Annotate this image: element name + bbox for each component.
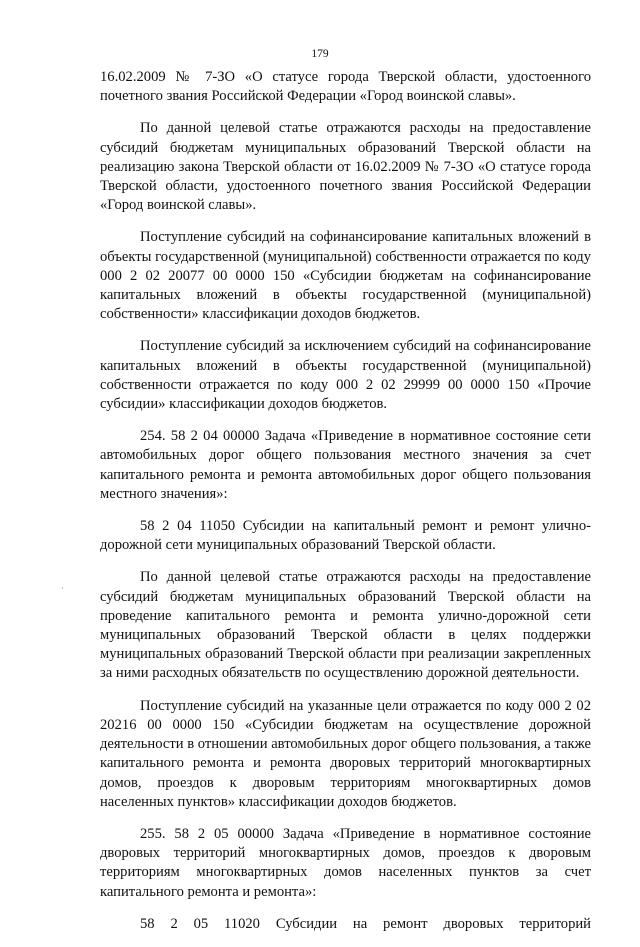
paragraph-task-255: 255. 58 2 05 00000 Задача «Приведение в нормативное состояние дворовых территорий многоквартирных домов, проездов к дворовым территориям многоквартирных домов населенных пунктов за счет капитального ремонта и ремонта»: xyxy=(100,825,591,900)
paragraph-article-58-2-05-11020: 58 2 05 11020 Субсидии на ремонт дворовых территорий xyxy=(140,915,591,932)
paragraph-road-subsidies-code: Поступление субсидий на указанные цели отражается по коду 000 2 02 20216 00 0000 150 «Субсидии бюджетам на осуществление дорожной деятельности в отношении автомобильных дорог общего пользования, а также капитального ремонта и ремонта дворовых территорий многоквартирных домов, проездов к дворовым территориям многоквартирных домов населенных пунктов» классификации доходов бюджетов. xyxy=(100,697,591,810)
paragraph-road-expenses-description: По данной целевой статье отражаются расходы на предоставление субсидий бюджетам муниципальных образований Тверской области на проведение капитального ремонта и ремонта улично-дорожной сети муниципальных образований Тверской области в целях поддержки муниципальных образований Тверской области при реализации закрепленных за ними расходных обязательств по осуществлению дорожной деятельности. xyxy=(100,569,591,682)
scan-speck: · xyxy=(61,584,64,593)
paragraph-capital-investment-code: Поступление субсидий на софинансирование капитальных вложений в объекты государственной (муниципальной) собственности отражается по коду 000 2 02 20077 00 0000 150 «Субсидии бюджетам на софинансирование капитальных вложений в объекты государственной (муниципальной) собственности» классификации доходов бюджетов. xyxy=(100,229,591,323)
paragraph-other-subsidies-code: Поступление субсидий за исключением субсидий на софинансирование капитальных вложений в объекты государственной (муниципальной) собственности отражается по коду 000 2 02 29999 00 0000 150 «Прочие субсидии» классификации доходов бюджетов. xyxy=(100,338,591,413)
paragraph-law-reference: 16.02.2009 № 7-ЗО «О статусе города Тверской области, удостоенного почетного звания Российской Федерации «Город воинской славы». xyxy=(100,69,591,105)
page-number: 179 xyxy=(311,48,329,60)
paragraph-expenses-description: По данной целевой статье отражаются расходы на предоставление субсидий бюджетам муниципальных образований Тверской области на реализацию закона Тверской области от 16.02.2009 № 7-ЗО «О статусе города Тверской области, удостоенного почетного звания Российской Федерации «Город воинской славы». xyxy=(100,120,591,214)
paragraph-article-58-2-04-11050: 58 2 04 11050 Субсидии на капитальный ремонт и ремонт улично-дорожной сети муниципальных образований Тверской области. xyxy=(100,518,591,554)
document-body xyxy=(100,68,591,947)
paragraph-task-254: 254. 58 2 04 00000 Задача «Приведение в нормативное состояние сети автомобильных дорог общего пользования местного значения за счет капитального ремонта и ремонта автомобильных дорог общего пользования местного значения»: xyxy=(100,428,591,502)
